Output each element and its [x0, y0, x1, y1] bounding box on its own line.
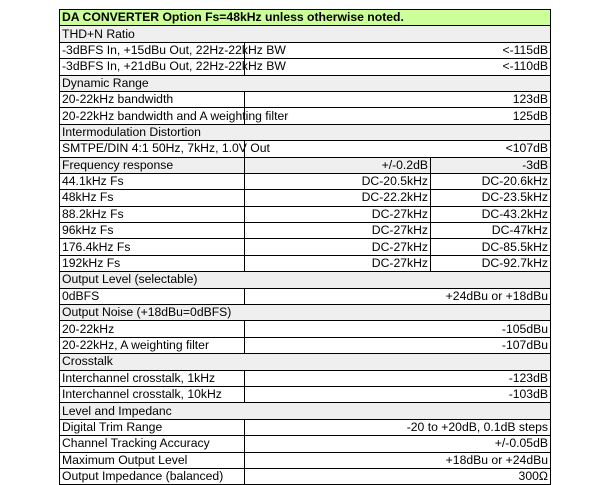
- frequency-row: [60, 206, 551, 222]
- spec-value: 123dB: [245, 91, 551, 107]
- section-header: Crosstalk: [60, 354, 551, 370]
- spec-label: 20-22kHz, A weighting filter: [60, 337, 245, 353]
- spec-row: [60, 91, 551, 107]
- spec-value: 300Ω: [245, 468, 551, 484]
- section-header-row: [60, 272, 551, 288]
- spec-label: 20-22kHz bandwidth and A weighting filter: [60, 108, 245, 124]
- spec-value: +24dBu or +18dBu: [245, 288, 551, 304]
- spec-value: <-110dB: [245, 59, 551, 75]
- section-header-row: [60, 26, 551, 42]
- spec-value-wide: DC-43.2kHz: [431, 206, 551, 222]
- spec-label: 192kHz Fs: [60, 255, 245, 271]
- spec-value: -123dB: [245, 370, 551, 386]
- spec-label: -3dBFS In, +15dBu Out, 22Hz-22kHz BW: [60, 42, 245, 58]
- spec-row: [60, 337, 551, 353]
- spec-label: Frequency response: [60, 157, 245, 173]
- spec-label: Output Impedance (balanced): [60, 468, 245, 484]
- spec-value-narrow: DC-20.5kHz: [245, 173, 431, 189]
- spec-label: 88.2kHz Fs: [60, 206, 245, 222]
- spec-value: +18dBu or +24dBu: [245, 452, 551, 468]
- spec-label: Digital Trim Range: [60, 419, 245, 435]
- spec-value-narrow: DC-27kHz: [245, 255, 431, 271]
- spec-value-wide: DC-23.5kHz: [431, 190, 551, 206]
- spec-value: <107dB: [245, 141, 551, 157]
- spec-label: 44.1kHz Fs: [60, 173, 245, 189]
- section-header-row: [60, 403, 551, 419]
- spec-row: [60, 386, 551, 402]
- spec-label: 20-22kHz: [60, 321, 245, 337]
- spec-row: [60, 59, 551, 75]
- frequency-row: [60, 223, 551, 239]
- spec-row: [60, 468, 551, 484]
- spec-label: -3dBFS In, +21dBu Out, 22Hz-22kHz BW: [60, 59, 245, 75]
- spec-value-narrow: +/-0.2dB: [245, 157, 431, 173]
- section-header-row: [60, 75, 551, 91]
- spec-value-narrow: DC-27kHz: [245, 223, 431, 239]
- spec-value: -105dBu: [245, 321, 551, 337]
- spec-value-narrow: DC-27kHz: [245, 239, 431, 255]
- spec-value: <-115dB: [245, 42, 551, 58]
- spec-value-wide: DC-85.5kHz: [431, 239, 551, 255]
- frequency-response-header-row: [60, 157, 551, 173]
- spec-row: [60, 108, 551, 124]
- spec-row: [60, 141, 551, 157]
- spec-value: 125dB: [245, 108, 551, 124]
- spec-value: +/-0.05dB: [245, 436, 551, 452]
- spec-label: Channel Tracking Accuracy: [60, 436, 245, 452]
- spec-value-narrow: DC-22.2kHz: [245, 190, 431, 206]
- spec-row: [60, 370, 551, 386]
- section-header: Output Noise (+18dBu=0dBFS): [60, 305, 551, 321]
- spec-row: [60, 321, 551, 337]
- spec-value-wide: -3dB: [431, 157, 551, 173]
- title-row: [60, 10, 551, 26]
- spec-label: 0dBFS: [60, 288, 245, 304]
- spec-value-wide: DC-20.6kHz: [431, 173, 551, 189]
- frequency-row: [60, 239, 551, 255]
- spec-label: 96kHz Fs: [60, 223, 245, 239]
- spec-label: 48kHz Fs: [60, 190, 245, 206]
- section-header-row: [60, 354, 551, 370]
- table-title: DA CONVERTER Option Fs=48kHz unless otherwise noted.: [60, 10, 551, 26]
- spec-label: Interchannel crosstalk, 10kHz: [60, 386, 245, 402]
- section-header-row: [60, 124, 551, 140]
- spec-value: -107dBu: [245, 337, 551, 353]
- spec-row: [60, 436, 551, 452]
- spec-value: -103dB: [245, 386, 551, 402]
- spec-label: SMTPE/DIN 4:1 50Hz, 7kHz, 1.0V Out: [60, 141, 245, 157]
- frequency-row: [60, 190, 551, 206]
- spec-label: Maximum Output Level: [60, 452, 245, 468]
- section-header: Output Level (selectable): [60, 272, 551, 288]
- spec-table: [59, 9, 551, 485]
- section-header: Dynamic Range: [60, 75, 551, 91]
- spec-row: [60, 452, 551, 468]
- frequency-row: [60, 173, 551, 189]
- spec-value-wide: DC-92.7kHz: [431, 255, 551, 271]
- frequency-row: [60, 255, 551, 271]
- spec-value: -20 to +20dB, 0.1dB steps: [245, 419, 551, 435]
- section-header: THD+N Ratio: [60, 26, 551, 42]
- spec-label: Interchannel crosstalk, 1kHz: [60, 370, 245, 386]
- spec-label: 176.4kHz Fs: [60, 239, 245, 255]
- section-header: Intermodulation Distortion: [60, 124, 551, 140]
- section-header-row: [60, 305, 551, 321]
- spec-row: [60, 288, 551, 304]
- section-header: Level and Impedanc: [60, 403, 551, 419]
- spec-label: 20-22kHz bandwidth: [60, 91, 245, 107]
- spec-value-wide: DC-47kHz: [431, 223, 551, 239]
- spec-row: [60, 42, 551, 58]
- spec-row: [60, 419, 551, 435]
- spec-value-narrow: DC-27kHz: [245, 206, 431, 222]
